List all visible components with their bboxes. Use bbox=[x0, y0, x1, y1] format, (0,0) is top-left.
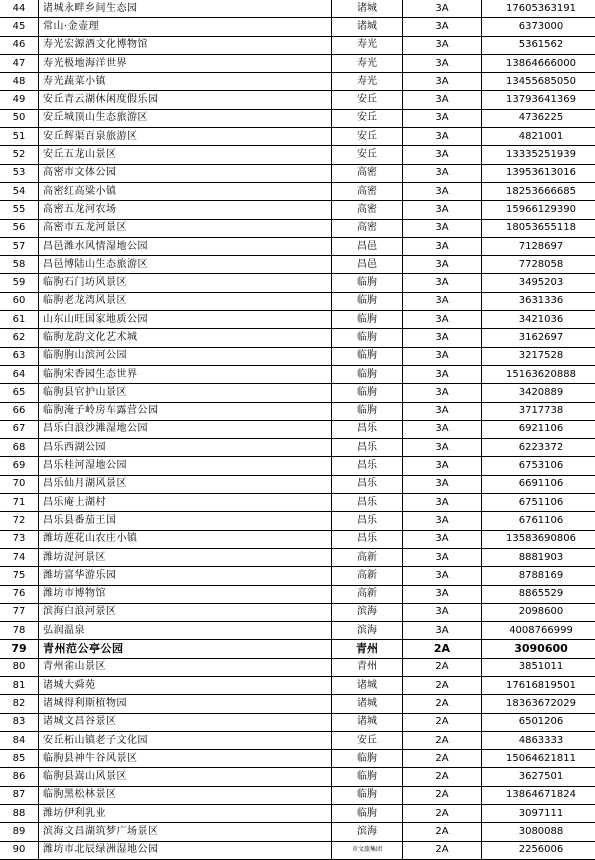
scenic-spot-name-cell: 临朐朐山滨河公园 bbox=[39, 347, 332, 365]
grade-level-cell: 3A bbox=[403, 622, 482, 640]
scenic-spot-name-cell: 昌乐仙月湖风景区 bbox=[39, 475, 332, 493]
district-cell: 寿光 bbox=[332, 73, 403, 91]
row-number-cell: 58 bbox=[0, 256, 39, 274]
row-number-cell: 57 bbox=[0, 237, 39, 255]
grade-level-cell: 3A bbox=[403, 164, 482, 182]
grade-level-cell: 2A bbox=[403, 676, 482, 694]
row-number-cell: 48 bbox=[0, 73, 39, 91]
table-row bbox=[0, 164, 595, 182]
scenic-spot-name-cell: 潍坊富华游乐园 bbox=[39, 567, 332, 585]
phone-number-cell: 4736225 bbox=[482, 109, 595, 127]
phone-number-cell: 3097111 bbox=[482, 805, 595, 823]
row-number-cell: 45 bbox=[0, 18, 39, 36]
table-row bbox=[0, 457, 595, 475]
table-row bbox=[0, 695, 595, 713]
grade-level-cell: 3A bbox=[403, 91, 482, 109]
row-number-cell: 59 bbox=[0, 274, 39, 292]
row-number-cell: 84 bbox=[0, 731, 39, 749]
table-row bbox=[0, 237, 595, 255]
phone-number-cell: 6761106 bbox=[482, 512, 595, 530]
phone-number-cell: 18253666685 bbox=[482, 182, 595, 200]
phone-number-cell: 18363672029 bbox=[482, 695, 595, 713]
phone-number-cell: 15163620888 bbox=[482, 365, 595, 383]
table-row bbox=[0, 640, 595, 658]
phone-number-cell: 2098600 bbox=[482, 603, 595, 621]
grade-level-cell: 2A bbox=[403, 750, 482, 768]
phone-number-cell: 3090600 bbox=[482, 640, 595, 658]
row-number-cell: 49 bbox=[0, 91, 39, 109]
row-number-cell: 78 bbox=[0, 622, 39, 640]
scenic-spot-name-cell: 青州范公亭公园 bbox=[39, 640, 332, 658]
district-cell: 昌乐 bbox=[332, 439, 403, 457]
grade-level-cell: 2A bbox=[403, 805, 482, 823]
table-row bbox=[0, 713, 595, 731]
district-cell: 寿光 bbox=[332, 54, 403, 72]
district-cell: 市文旅集团 bbox=[332, 841, 403, 859]
scenic-spot-name-cell: 临朐老龙湾风景区 bbox=[39, 292, 332, 310]
grade-level-cell: 2A bbox=[403, 841, 482, 859]
row-number-cell: 71 bbox=[0, 494, 39, 512]
scenic-spot-name-cell: 潍坊市博物馆 bbox=[39, 585, 332, 603]
scenic-spot-name-cell: 安丘辉渠百泉旅游区 bbox=[39, 128, 332, 146]
row-number-cell: 52 bbox=[0, 146, 39, 164]
phone-number-cell: 3162697 bbox=[482, 329, 595, 347]
phone-number-cell: 6751106 bbox=[482, 494, 595, 512]
scenic-spot-name-cell: 高密五龙河农场 bbox=[39, 201, 332, 219]
table-row bbox=[0, 329, 595, 347]
district-cell: 滨海 bbox=[332, 823, 403, 841]
row-number-cell: 80 bbox=[0, 658, 39, 676]
grade-level-cell: 2A bbox=[403, 731, 482, 749]
phone-number-cell: 13864671824 bbox=[482, 786, 595, 804]
grade-level-cell: 2A bbox=[403, 768, 482, 786]
table-row bbox=[0, 731, 595, 749]
scenic-spot-name-cell: 临朐龙韵文化艺术城 bbox=[39, 329, 332, 347]
table-row bbox=[0, 475, 595, 493]
grade-level-cell: 2A bbox=[403, 658, 482, 676]
district-cell: 临朐 bbox=[332, 750, 403, 768]
table-row bbox=[0, 512, 595, 530]
grade-level-cell: 3A bbox=[403, 128, 482, 146]
phone-number-cell: 13583690806 bbox=[482, 530, 595, 548]
grade-level-cell: 3A bbox=[403, 365, 482, 383]
grade-level-cell: 3A bbox=[403, 567, 482, 585]
grade-level-cell: 3A bbox=[403, 0, 482, 18]
phone-number-cell: 18053655118 bbox=[482, 219, 595, 237]
district-cell: 诸城 bbox=[332, 676, 403, 694]
table-row bbox=[0, 805, 595, 823]
row-number-cell: 81 bbox=[0, 676, 39, 694]
table-row bbox=[0, 73, 595, 91]
phone-number-cell: 5361562 bbox=[482, 36, 595, 54]
district-cell: 昌乐 bbox=[332, 457, 403, 475]
district-cell: 高新 bbox=[332, 548, 403, 566]
district-cell: 临朐 bbox=[332, 768, 403, 786]
row-number-cell: 67 bbox=[0, 420, 39, 438]
grade-level-cell: 3A bbox=[403, 585, 482, 603]
table-row bbox=[0, 603, 595, 621]
district-cell: 安丘 bbox=[332, 731, 403, 749]
table-row bbox=[0, 676, 595, 694]
phone-number-cell: 6501206 bbox=[482, 713, 595, 731]
phone-number-cell: 3631336 bbox=[482, 292, 595, 310]
row-number-cell: 53 bbox=[0, 164, 39, 182]
table-row bbox=[0, 823, 595, 841]
scenic-spot-name-cell: 安丘五龙山景区 bbox=[39, 146, 332, 164]
district-cell: 高新 bbox=[332, 567, 403, 585]
district-cell: 高密 bbox=[332, 164, 403, 182]
row-number-cell: 44 bbox=[0, 0, 39, 18]
phone-number-cell: 13953613016 bbox=[482, 164, 595, 182]
scenic-spot-name-cell: 临朐县嵩山风景区 bbox=[39, 768, 332, 786]
table-row bbox=[0, 530, 595, 548]
scenic-spot-name-cell: 潍坊莲花山农庄小镇 bbox=[39, 530, 332, 548]
table-row bbox=[0, 128, 595, 146]
table-row bbox=[0, 750, 595, 768]
row-number-cell: 54 bbox=[0, 182, 39, 200]
district-cell: 诸城 bbox=[332, 0, 403, 18]
district-cell: 临朐 bbox=[332, 365, 403, 383]
table-row bbox=[0, 54, 595, 72]
scenic-spot-name-cell: 高密红高粱小镇 bbox=[39, 182, 332, 200]
phone-number-cell: 15966129390 bbox=[482, 201, 595, 219]
phone-number-cell: 6753106 bbox=[482, 457, 595, 475]
grade-level-cell: 3A bbox=[403, 219, 482, 237]
scenic-spot-name-cell: 安丘青云湖休闲度假乐园 bbox=[39, 91, 332, 109]
scenic-spot-name-cell: 滨海白浪河景区 bbox=[39, 603, 332, 621]
district-cell: 临朐 bbox=[332, 786, 403, 804]
table-row bbox=[0, 182, 595, 200]
row-number-cell: 64 bbox=[0, 365, 39, 383]
grade-level-cell: 3A bbox=[403, 384, 482, 402]
table-row bbox=[0, 567, 595, 585]
table-row bbox=[0, 439, 595, 457]
district-cell: 临朐 bbox=[332, 347, 403, 365]
row-number-cell: 62 bbox=[0, 329, 39, 347]
grade-level-cell: 2A bbox=[403, 823, 482, 841]
grade-level-cell: 3A bbox=[403, 292, 482, 310]
grade-level-cell: 3A bbox=[403, 494, 482, 512]
row-number-cell: 56 bbox=[0, 219, 39, 237]
district-cell: 安丘 bbox=[332, 109, 403, 127]
row-number-cell: 68 bbox=[0, 439, 39, 457]
scenic-spot-name-cell: 高密市文体公园 bbox=[39, 164, 332, 182]
row-number-cell: 46 bbox=[0, 36, 39, 54]
district-cell: 临朐 bbox=[332, 329, 403, 347]
district-cell: 诸城 bbox=[332, 713, 403, 731]
scenic-spot-name-cell: 临朐县神牛谷风景区 bbox=[39, 750, 332, 768]
district-cell: 昌乐 bbox=[332, 420, 403, 438]
grade-level-cell: 3A bbox=[403, 201, 482, 219]
grade-level-cell: 3A bbox=[403, 237, 482, 255]
scenic-spot-name-cell: 昌乐庵上湖村 bbox=[39, 494, 332, 512]
grade-level-cell: 3A bbox=[403, 475, 482, 493]
row-number-cell: 88 bbox=[0, 805, 39, 823]
phone-number-cell: 3080088 bbox=[482, 823, 595, 841]
table-row bbox=[0, 786, 595, 804]
scenic-spot-name-cell: 昌乐县番茄王国 bbox=[39, 512, 332, 530]
district-cell: 临朐 bbox=[332, 805, 403, 823]
grade-level-cell: 2A bbox=[403, 695, 482, 713]
row-number-cell: 79 bbox=[0, 640, 39, 658]
scenic-spot-name-cell: 弘润温泉 bbox=[39, 622, 332, 640]
grade-level-cell: 3A bbox=[403, 18, 482, 36]
phone-number-cell: 17616819501 bbox=[482, 676, 595, 694]
phone-number-cell: 3627501 bbox=[482, 768, 595, 786]
row-number-cell: 83 bbox=[0, 713, 39, 731]
table-row bbox=[0, 658, 595, 676]
phone-number-cell: 6373000 bbox=[482, 18, 595, 36]
row-number-cell: 89 bbox=[0, 823, 39, 841]
grade-level-cell: 3A bbox=[403, 329, 482, 347]
grade-level-cell: 3A bbox=[403, 54, 482, 72]
grade-level-cell: 3A bbox=[403, 146, 482, 164]
row-number-cell: 70 bbox=[0, 475, 39, 493]
table-row bbox=[0, 768, 595, 786]
phone-number-cell: 3420889 bbox=[482, 384, 595, 402]
grade-level-cell: 3A bbox=[403, 548, 482, 566]
scenic-spot-name-cell: 诸城大舜苑 bbox=[39, 676, 332, 694]
row-number-cell: 86 bbox=[0, 768, 39, 786]
scenic-spot-name-cell: 安丘城顶山生态旅游区 bbox=[39, 109, 332, 127]
table-row bbox=[0, 402, 595, 420]
grade-level-cell: 3A bbox=[403, 256, 482, 274]
row-number-cell: 75 bbox=[0, 567, 39, 585]
table-row bbox=[0, 146, 595, 164]
grade-level-cell: 2A bbox=[403, 640, 482, 658]
scenic-spot-name-cell: 潍坊浞河景区 bbox=[39, 548, 332, 566]
scenic-spot-name-cell: 临朐宋香园生态世界 bbox=[39, 365, 332, 383]
phone-number-cell: 4863333 bbox=[482, 731, 595, 749]
grade-level-cell: 2A bbox=[403, 786, 482, 804]
row-number-cell: 72 bbox=[0, 512, 39, 530]
scenic-spot-name-cell: 安丘柘山镇老子文化园 bbox=[39, 731, 332, 749]
district-cell: 昌乐 bbox=[332, 530, 403, 548]
district-cell: 安丘 bbox=[332, 91, 403, 109]
scenic-spot-name-cell: 青州雀山景区 bbox=[39, 658, 332, 676]
row-number-cell: 82 bbox=[0, 695, 39, 713]
district-cell: 临朐 bbox=[332, 292, 403, 310]
row-number-cell: 65 bbox=[0, 384, 39, 402]
grade-level-cell: 3A bbox=[403, 36, 482, 54]
table-row bbox=[0, 36, 595, 54]
scenic-spot-name-cell: 昌乐白浪沙滩湿地公园 bbox=[39, 420, 332, 438]
scenic-spot-name-cell: 昌邑博陆山生态旅游区 bbox=[39, 256, 332, 274]
grade-level-cell: 3A bbox=[403, 457, 482, 475]
table-row bbox=[0, 365, 595, 383]
grade-level-cell: 3A bbox=[403, 109, 482, 127]
scenic-spot-name-cell: 滨海文昌湖筑梦广场景区 bbox=[39, 823, 332, 841]
grade-level-cell: 3A bbox=[403, 420, 482, 438]
row-number-cell: 76 bbox=[0, 585, 39, 603]
scenic-spot-name-cell: 潍坊市北辰绿洲湿地公园 bbox=[39, 841, 332, 859]
phone-number-cell: 4008766999 bbox=[482, 622, 595, 640]
row-number-cell: 69 bbox=[0, 457, 39, 475]
district-cell: 青州 bbox=[332, 640, 403, 658]
district-cell: 高密 bbox=[332, 201, 403, 219]
row-number-cell: 66 bbox=[0, 402, 39, 420]
row-number-cell: 51 bbox=[0, 128, 39, 146]
scenic-spot-name-cell: 昌邑潍水风情湿地公园 bbox=[39, 237, 332, 255]
phone-number-cell: 6223372 bbox=[482, 439, 595, 457]
table-row bbox=[0, 219, 595, 237]
district-cell: 昌乐 bbox=[332, 512, 403, 530]
table-row bbox=[0, 585, 595, 603]
phone-number-cell: 8788169 bbox=[482, 567, 595, 585]
scenic-spot-name-cell: 临朐石门坊风景区 bbox=[39, 274, 332, 292]
row-number-cell: 60 bbox=[0, 292, 39, 310]
district-cell: 高密 bbox=[332, 219, 403, 237]
scenic-spot-name-cell: 诸城得利斯植物园 bbox=[39, 695, 332, 713]
phone-number-cell: 3717738 bbox=[482, 402, 595, 420]
row-number-cell: 90 bbox=[0, 841, 39, 859]
district-cell: 寿光 bbox=[332, 36, 403, 54]
phone-number-cell: 15064621811 bbox=[482, 750, 595, 768]
scenic-spot-name-cell: 临朐黑松林景区 bbox=[39, 786, 332, 804]
grade-level-cell: 3A bbox=[403, 512, 482, 530]
district-cell: 临朐 bbox=[332, 384, 403, 402]
phone-number-cell: 13793641369 bbox=[482, 91, 595, 109]
row-number-cell: 73 bbox=[0, 530, 39, 548]
table-row bbox=[0, 256, 595, 274]
row-number-cell: 74 bbox=[0, 548, 39, 566]
scenic-spot-name-cell: 昌乐西湖公园 bbox=[39, 439, 332, 457]
grade-level-cell: 3A bbox=[403, 347, 482, 365]
phone-number-cell: 7128697 bbox=[482, 237, 595, 255]
table-row bbox=[0, 548, 595, 566]
grade-level-cell: 3A bbox=[403, 402, 482, 420]
district-cell: 滨海 bbox=[332, 603, 403, 621]
scenic-spot-name-cell: 临朐淹子岭房车露营公园 bbox=[39, 402, 332, 420]
row-number-cell: 77 bbox=[0, 603, 39, 621]
row-number-cell: 50 bbox=[0, 109, 39, 127]
scenic-spot-name-cell: 常山·金壶理 bbox=[39, 18, 332, 36]
district-cell: 安丘 bbox=[332, 128, 403, 146]
phone-number-cell: 6921106 bbox=[482, 420, 595, 438]
district-cell: 昌乐 bbox=[332, 475, 403, 493]
table-row bbox=[0, 420, 595, 438]
row-number-cell: 63 bbox=[0, 347, 39, 365]
phone-number-cell: 2256006 bbox=[482, 841, 595, 859]
district-cell: 诸城 bbox=[332, 695, 403, 713]
district-cell: 高密 bbox=[332, 182, 403, 200]
table-row bbox=[0, 91, 595, 109]
phone-number-cell: 13335251939 bbox=[482, 146, 595, 164]
scenic-spot-name-cell: 寿光宏源酒文化博物馆 bbox=[39, 36, 332, 54]
table-row bbox=[0, 384, 595, 402]
phone-number-cell: 13864666000 bbox=[482, 54, 595, 72]
row-number-cell: 55 bbox=[0, 201, 39, 219]
phone-number-cell: 7728058 bbox=[482, 256, 595, 274]
phone-number-cell: 3851011 bbox=[482, 658, 595, 676]
district-cell: 高新 bbox=[332, 585, 403, 603]
table-row bbox=[0, 311, 595, 329]
grade-level-cell: 3A bbox=[403, 311, 482, 329]
phone-number-cell: 6691106 bbox=[482, 475, 595, 493]
table-row bbox=[0, 347, 595, 365]
district-cell: 昌乐 bbox=[332, 494, 403, 512]
scenic-spot-name-cell: 诸城文昌谷景区 bbox=[39, 713, 332, 731]
table-row bbox=[0, 622, 595, 640]
district-cell: 安丘 bbox=[332, 146, 403, 164]
row-number-cell: 47 bbox=[0, 54, 39, 72]
scenic-spot-name-cell: 寿光蔬菜小镇 bbox=[39, 73, 332, 91]
phone-number-cell: 3421036 bbox=[482, 311, 595, 329]
scenic-spot-name-cell: 高密市五龙河景区 bbox=[39, 219, 332, 237]
scenic-spot-name-cell: 昌乐桂河湿地公园 bbox=[39, 457, 332, 475]
scenic-spot-name-cell: 临朐县官护山景区 bbox=[39, 384, 332, 402]
table-row bbox=[0, 292, 595, 310]
phone-number-cell: 8865529 bbox=[482, 585, 595, 603]
phone-number-cell: 13455685050 bbox=[482, 73, 595, 91]
district-cell: 临朐 bbox=[332, 274, 403, 292]
phone-number-cell: 17605363191 bbox=[482, 0, 595, 18]
phone-number-cell: 8881903 bbox=[482, 548, 595, 566]
table-row bbox=[0, 201, 595, 219]
district-cell: 临朐 bbox=[332, 402, 403, 420]
district-cell: 青州 bbox=[332, 658, 403, 676]
district-cell: 昌邑 bbox=[332, 237, 403, 255]
scenic-spot-name-cell: 潍坊伊利乳业 bbox=[39, 805, 332, 823]
row-number-cell: 87 bbox=[0, 786, 39, 804]
table-row bbox=[0, 18, 595, 36]
table-row bbox=[0, 494, 595, 512]
district-cell: 昌邑 bbox=[332, 256, 403, 274]
district-cell: 临朐 bbox=[332, 311, 403, 329]
grade-level-cell: 3A bbox=[403, 274, 482, 292]
scenic-spot-name-cell: 寿光极地海洋世界 bbox=[39, 54, 332, 72]
district-cell: 诸城 bbox=[332, 18, 403, 36]
table-row bbox=[0, 841, 595, 859]
grade-level-cell: 3A bbox=[403, 73, 482, 91]
grade-level-cell: 2A bbox=[403, 713, 482, 731]
table-row bbox=[0, 0, 595, 18]
table-row bbox=[0, 274, 595, 292]
phone-number-cell: 3495203 bbox=[482, 274, 595, 292]
scenic-spot-name-cell: 山东山旺国家地质公园 bbox=[39, 311, 332, 329]
grade-level-cell: 3A bbox=[403, 603, 482, 621]
grade-level-cell: 3A bbox=[403, 182, 482, 200]
grade-level-cell: 3A bbox=[403, 439, 482, 457]
grade-level-cell: 3A bbox=[403, 530, 482, 548]
row-number-cell: 61 bbox=[0, 311, 39, 329]
scenic-spot-name-cell: 诸城永畔乡间生态园 bbox=[39, 0, 332, 18]
table-row bbox=[0, 109, 595, 127]
row-number-cell: 85 bbox=[0, 750, 39, 768]
phone-number-cell: 3217528 bbox=[482, 347, 595, 365]
district-cell: 滨海 bbox=[332, 622, 403, 640]
phone-number-cell: 4821001 bbox=[482, 128, 595, 146]
